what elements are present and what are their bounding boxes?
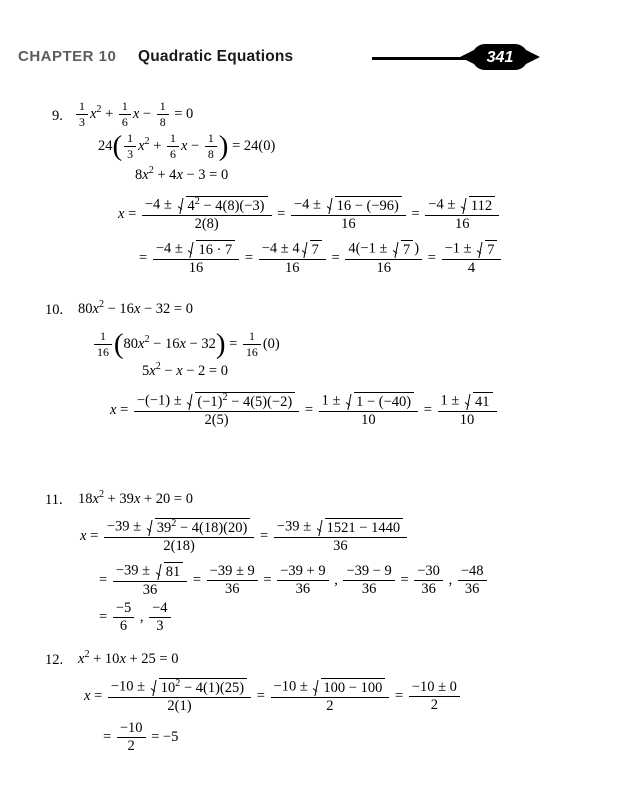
solution-line: = $\frac{-10}{2}$ = −5 bbox=[103, 720, 179, 754]
solution-line: = $\frac{-5}{6}$ , $\frac{-4}{3}$ bbox=[99, 600, 173, 635]
solution-line: $8x^2 + 4x - 3 = 0$ bbox=[135, 165, 229, 183]
problem-statement: $x^2 + 10x + 25 = 0$ bbox=[78, 649, 179, 667]
page-number: 341 bbox=[486, 49, 514, 66]
page-header bbox=[0, 48, 635, 82]
solution-line: x = $\frac{-10 \pm 10^2 - 4(1)(25)}{2(1)}$ = $\frac{-10 \pm 100 - 100}{2}$ = $\frac{-10 \pm 0}{2}$ bbox=[84, 678, 462, 715]
solution-line: $5x^2 - x - 2 = 0$ bbox=[142, 361, 228, 379]
problem-statement: $\frac{1}{3}$ $x^2$ + $\frac{1}{6}$ x − $\frac{1}{8}$ = 0 bbox=[74, 100, 193, 129]
problem-statement: $18x^2 + 39x + 20 = 0$ bbox=[78, 489, 193, 507]
chapter-label: CHAPTER 10 bbox=[18, 48, 117, 65]
problem-statement: $80x^2 - 16x - 32 = 0$ bbox=[78, 299, 193, 317]
solution-line: x = $\frac{-4 \pm 4^2 - 4(8)(-3)}{2(8)}$ = $\frac{-4 \pm 16 - (-96)}{16}$ = $\frac{-4 \pm 112}{16}$ bbox=[118, 196, 501, 233]
solution-line: = $\frac{-39 \pm 81}{36}$ = $\frac{-39 \pm 9}{36}$ = $\frac{-39 + 9}{36}$ , $\frac{-39 - 9}{36}$ = $\frac{-30}{36}$ , $\frac{-48}{36}$ bbox=[99, 562, 489, 599]
solution-line: x = $\frac{-39 \pm 39^2 - 4(18)(20)}{2(18)}$ = $\frac{-39 \pm 1521 - 1440}{36}$ bbox=[80, 518, 409, 555]
problem-number: 10. bbox=[45, 302, 64, 318]
problem-number: 11. bbox=[45, 492, 63, 508]
solution-line: $\frac{1}{16}$ $(80x^2 - 16x - 32)$ = $\frac{1}{16}$ (0) bbox=[92, 330, 280, 359]
solution-line: x = $\frac{-(-1) \pm (-1)^2 - 4(5)(-2)}{2(5)}$ = $\frac{1 \pm 1 - (-40)}{10}$ = $\frac{1 \pm 41}{10}$ bbox=[110, 392, 499, 429]
problem-number: 9. bbox=[52, 108, 63, 124]
problem-number: 12. bbox=[45, 652, 64, 668]
solution-line: = $\frac{-4 \pm 16 \cdot 7}{16}$ = $\frac{-4 \pm 4 7}{16}$ = $\frac{4(-1 \pm 7 )}{16}$ = $\frac{-1 \pm 7}{4}$ bbox=[139, 240, 503, 277]
page-title: Quadratic Equations bbox=[138, 48, 294, 65]
solution-line: 24( $\frac{1}{3}$ $x^2$ + $\frac{1}{6}$ x − $\frac{1}{8}$ ) = 24(0) bbox=[98, 129, 276, 162]
